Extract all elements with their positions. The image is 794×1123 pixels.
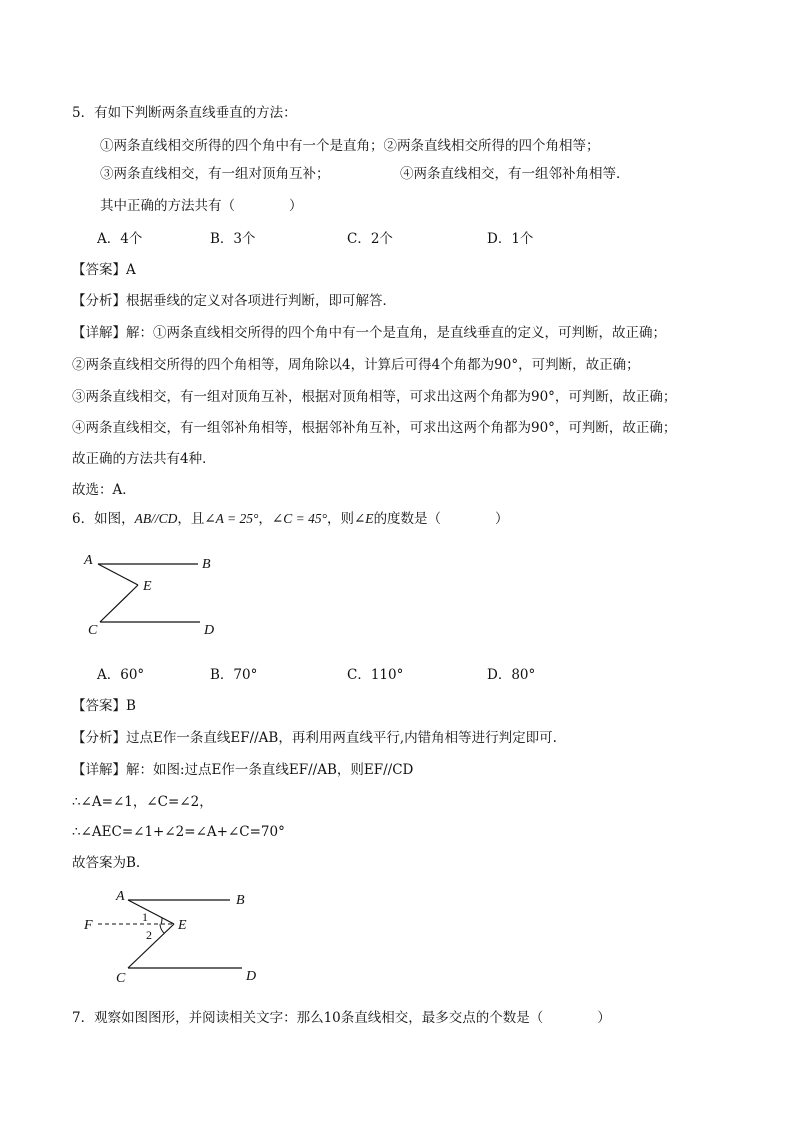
q5-answer: 【答案】A [72, 262, 136, 278]
q5-detail-1: 【详解】解：①两条直线相交所得的四个角中有一个是直角，是直线垂直的定义，可判断，故正确； [72, 325, 666, 341]
q6-angle-a: ∠A = 25° [204, 511, 259, 526]
q6-angle-e: ∠E [354, 511, 374, 526]
q5-analysis: 【分析】根据垂线的定义对各项进行判断，即可解答． [72, 293, 396, 309]
q5-items-1-2: ①两条直线相交所得的四个角中有一个是直角；②两条直线相交所得的四个角相等； [100, 138, 600, 154]
label-b: B [236, 893, 245, 908]
q6-stem-suffix: 的度数是（ ） [373, 511, 509, 527]
label-a: A [116, 889, 125, 904]
label-e: E [178, 918, 187, 933]
q6-angle-c: ∠C = 45° [271, 511, 327, 526]
q5-option-b: B．3个 [210, 231, 256, 247]
q5-option-d: D．1个 [487, 231, 534, 247]
q5-option-a: A．4个 [97, 231, 143, 247]
q6-detail-4: 故答案为B. [72, 855, 141, 871]
label-1: 1 [142, 910, 148, 924]
label-a: A [84, 553, 93, 568]
q5-detail-3: ③两条直线相交，有一组对顶角互补，根据对顶角相等，可求出这两个角都为90°，可判断，故正确； [72, 389, 677, 405]
label-f: F [84, 918, 93, 933]
q6-stem-mid3: ，则 [327, 511, 354, 527]
angle-arc-2 [160, 924, 164, 933]
q6-option-b: B．70° [210, 667, 258, 683]
q5-option-c: C．2个 [347, 231, 393, 247]
segment-ec [100, 585, 138, 622]
q6-detail-3: ∴∠AEC=∠1+∠2=∠A+∠C=70° [72, 824, 285, 840]
q6-detail-2: ∴∠A=∠1，∠C=∠2， [72, 794, 213, 810]
q5-detail-2: ②两条直线相交所得的四个角相等，周角除以4，计算后可得4个角都为90°，可判断，故正确； [72, 357, 640, 373]
q6-option-a: A．60° [97, 667, 145, 683]
q6-detail-1: 【详解】解：如图:过点E作一条直线EF//AB，则EF//CD [72, 762, 414, 778]
q6-ab-cd: AB//CD [134, 511, 178, 526]
segment-ae [98, 564, 138, 585]
q5-choice: 故选：A． [72, 482, 136, 498]
label-b: B [202, 557, 211, 572]
label-d: D [204, 623, 215, 638]
q6-stem [72, 510, 509, 528]
label-e: E [143, 579, 152, 594]
q6-solution-figure [80, 886, 270, 996]
q5-item-3: ③两条直线相交，有一组对顶角互补； [100, 166, 330, 182]
label-2: 2 [146, 928, 152, 942]
q6-stem-mid1: ，且 [177, 511, 205, 527]
q6-figure [80, 550, 230, 640]
segment-ae [128, 900, 174, 924]
angle-arc-1 [161, 918, 162, 924]
q5-detail-5: 故正确的方法共有4种． [72, 451, 216, 467]
q7-stem: 7．观察如图图形，并阅读相关文字：那么10条直线相交，最多交点的个数是（ ） [72, 1010, 611, 1026]
q6-option-d: D．80° [487, 667, 536, 683]
q6-answer: 【答案】B [72, 698, 136, 714]
q6-stem-mid2: ， [258, 511, 272, 527]
q6-analysis: 【分析】过点E作一条直线EF//AB，再利用两直线平行,内错角相等进行判定即可. [72, 730, 557, 746]
label-d: D [246, 969, 257, 984]
label-c: C [88, 623, 98, 638]
q6-stem-prefix: 6．如图， [72, 511, 135, 527]
q5-item-4: ④两条直线相交，有一组邻补角相等． [400, 166, 630, 182]
q6-option-c: C．110° [347, 667, 404, 683]
q5-detail-4: ④两条直线相交，有一组邻补角相等，根据邻补角互补，可求出这两个角都为90°，可判断，故正确； [72, 420, 677, 436]
label-c: C [116, 971, 126, 986]
q5-ask: 其中正确的方法共有（ ） [100, 198, 303, 214]
q5-stem: 5．有如下判断两条直线垂直的方法： [72, 105, 297, 121]
